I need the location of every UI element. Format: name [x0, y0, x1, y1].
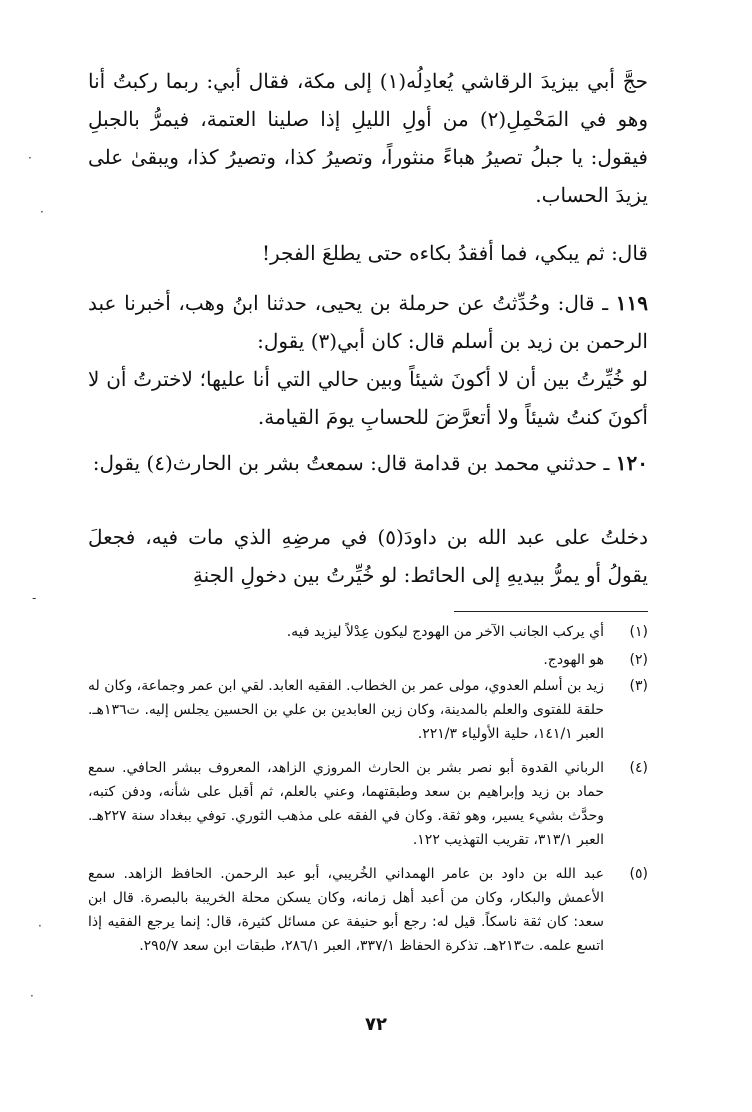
paragraph-text: دخلتُ على عبد الله بن داودَ(٥) في مرضِهِ الذي مات فيه، فجعلَ يقولُ أو يمرُّ بيديهِ إلى الحائط: لو خُيِّرتُ بين دخولِ الجنةِ — [88, 525, 649, 587]
footnote-divider — [454, 611, 648, 612]
margin-speck: · — [30, 989, 34, 1003]
footnote-number: (٥) — [629, 866, 648, 882]
paragraph-abdullah — [88, 518, 648, 594]
footnote-4 — [88, 756, 648, 852]
paragraph-text: حجَّ أبي بيزيدَ الرقاشي يُعادِلُه(١) إلى مكة، فقال أبي: ربما ركبتُ أنا وهو في المَحْمِلِ(٢) من أولِ الليلِ إذا صلينا العتمة، فيمرُّ بالجبلِ فيقول: يا جبلُ تصيرُ هباءً منثوراً، وتصيرُ كذا، وتصيرُ كذا، ويبقىٰ على يزيدَ الحساب. — [88, 69, 648, 207]
narration-number: ١٢٠ — [615, 451, 648, 475]
margin-speck: · — [38, 919, 42, 933]
margin-speck: · — [40, 205, 44, 219]
footnote-text: زيد بن أسلم العدوي، مولى عمر بن الخطاب. الفقيه العابد. لقي ابن عمر وجماعة، وكان له حلقة للفتوى والعلم بالمدينة، وكان زين العابدين بن علي بن الحسين يجلس إليه. ت١٣٦هـ. العبر ١٤١/١، حلية الأولياء ٢٢١/٣. — [88, 678, 604, 742]
paragraph-text: قال: ثم يبكي، فما أفقدُ بكاءه حتى يطلعَ الفجر! — [261, 241, 648, 265]
narration-number: ١١٩ — [615, 291, 649, 315]
footnote-number: (٤) — [629, 760, 648, 776]
footnote-number: (٢) — [629, 652, 648, 668]
footnote-5 — [88, 862, 648, 958]
paragraph-quote — [88, 360, 648, 436]
footnote-3 — [88, 674, 648, 746]
paragraph-text: ـ حدثني محمد بن قدامة قال: سمعتُ بشر بن الحارث(٤) يقول: — [92, 451, 610, 475]
footnote-text: هو الهودج. — [543, 652, 604, 668]
paragraph-text: لو خُيِّرتُ بين أن لا أكونَ شيئاً وبين حالي التي أنا عليها؛ لاخترتُ أن لا أكونَ كنتُ شيئاً ولا أتعرَّضَ للحسابِ يومَ القيامة. — [88, 367, 648, 429]
margin-speck: - — [32, 591, 37, 605]
paragraph-120 — [88, 444, 648, 482]
footnote-text: الرباني القدوة أبو نصر بشر بن الحارث المروزي الزاهد، المعروف ببشر الحافي. سمع حماد بن زيد وإبراهيم بن سعد وطبقتهما، وعني بالعلم، ثم أقبل على شأنه، ودفن كتبه، وحدَّث بشيء يسير، وهو ثقة. وكان في الفقه على مذهب الثوري. توفي ببغداد سنة ٢٢٧هـ. العبر ٣١٣/١، تقريب التهذيب ١٢٢. — [88, 760, 604, 848]
margin-speck: · — [28, 151, 32, 165]
footnote-1 — [88, 620, 648, 644]
footnote-2 — [88, 648, 648, 672]
paragraph-text: ـ قال: وحُدِّثتُ عن حرملة بن يحيى، حدثنا ابنُ وهب، أخبرنا عبد الرحمن بن زيد بن أسلم قال: كان أبي(٣) يقول: — [88, 291, 648, 353]
footnote-text: عبد الله بن داود بن عامر الهمداني الخُريبي، أبو عبد الرحمن. الحافظ الزاهد. سمع الأعمش والبكار، وكان من أعبد أهل زمانه، وكان يسكن محلة الخريبة بالبصرة. قال ابن سعد: كان ثقة ناسكاً. قيل له: رجع أبو حنيفة عن مسائل كثيرة، قال: إنما يرجع الفقيه إذا اتسع علمه. ت٢١٣هـ. تذكرة الحفاظ ٣٣٧/١، العبر ٢٨٦/١، طبقات ابن سعد ٢٩٥/٧. — [88, 866, 604, 954]
paragraph-weeping — [88, 234, 648, 272]
paragraph-119 — [88, 284, 648, 360]
footnote-number: (٣) — [629, 678, 648, 694]
page-number: ٧٢ — [365, 1014, 387, 1035]
paragraph-hajj — [88, 62, 648, 214]
footnote-number: (١) — [629, 624, 648, 640]
footnote-text: أي يركب الجانب الآخر من الهودج ليكون عِدْلاً ليزيد فيه. — [286, 624, 604, 640]
